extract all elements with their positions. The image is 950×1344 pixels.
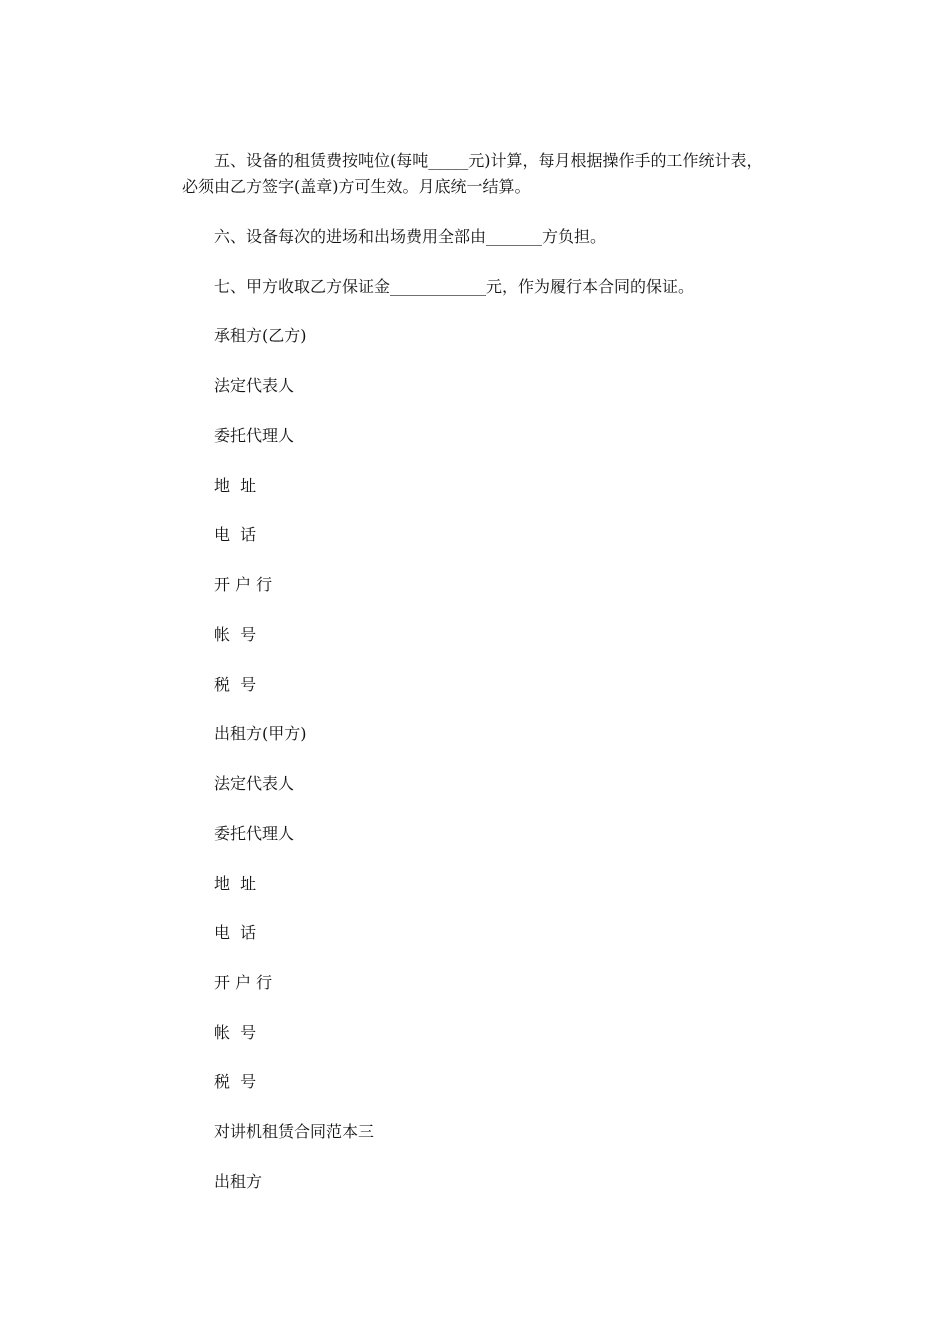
- clause-seven: 七、甲方收取乙方保证金____________元，作为履行本合同的保证。: [214, 277, 695, 296]
- lessee-agent: 委托代理人: [214, 426, 295, 445]
- clause-six: 六、设备每次的进场和出场费用全部由_______方负担。: [214, 227, 607, 246]
- lessee-bank: 开 户 行: [214, 575, 273, 594]
- lessee-legal-rep: 法定代表人: [214, 376, 295, 395]
- lessor-heading: 出租方(甲方): [214, 724, 307, 743]
- lessor-account: 帐 号: [214, 1023, 257, 1042]
- lessee-heading: 承租方(乙方): [214, 326, 307, 345]
- lessor-legal-rep: 法定代表人: [214, 774, 295, 793]
- lessor-agent: 委托代理人: [214, 824, 295, 843]
- next-section-lessor-label: 出租方: [214, 1172, 263, 1191]
- lessee-phone: 电 话: [214, 525, 257, 544]
- lessor-bank: 开 户 行: [214, 973, 273, 992]
- next-section-title: 对讲机租赁合同范本三: [214, 1122, 375, 1141]
- lessee-account: 帐 号: [214, 625, 257, 644]
- lessor-tax-id: 税 号: [214, 1072, 257, 1091]
- lessor-address: 地 址: [214, 874, 257, 893]
- lessor-phone: 电 话: [214, 923, 257, 942]
- lessee-address: 地 址: [214, 476, 257, 495]
- lessee-tax-id: 税 号: [214, 675, 257, 694]
- clause-five: 五、设备的租赁费按吨位(每吨_____元)计算，每月根据操作手的工作统计表，必须由乙方签字(盖章)方可生效。月底统一结算。: [182, 151, 763, 196]
